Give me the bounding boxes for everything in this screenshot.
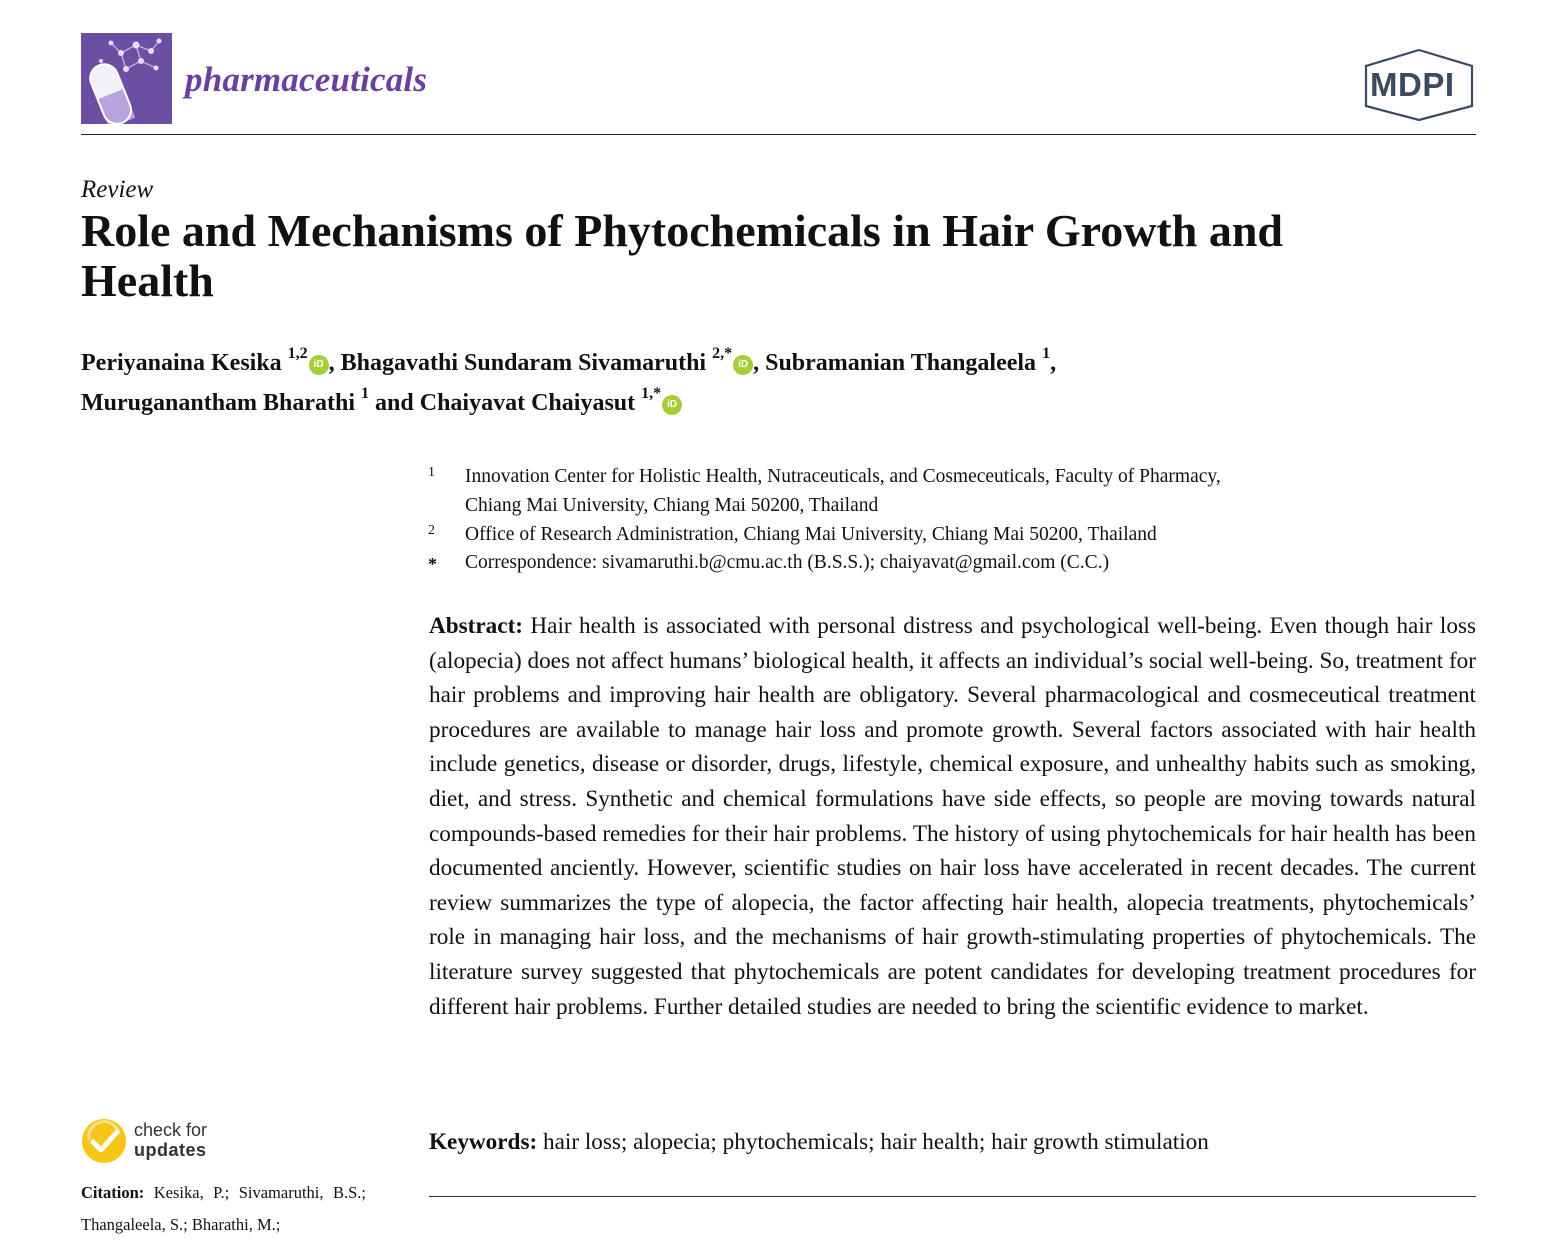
- capsule-molecule-icon: [81, 33, 172, 124]
- publisher-name: MDPI: [1370, 66, 1455, 103]
- author-item: Subramanian Thangaleela $^1$,: [765, 345, 1057, 376]
- keywords-text: hair loss; alopecia; phytochemicals; hair health; hair growth stimulation: [543, 1129, 1209, 1155]
- abstract: [429, 609, 1476, 1024]
- keywords: [429, 1125, 1476, 1159]
- citation-text: Kesika, P.; Sivamaruthi, B.S.; Thangaleela, S.; Bharathi, M.;: [81, 1183, 367, 1234]
- journal-name: pharmaceuticals: [185, 60, 428, 99]
- header-rule: [81, 134, 1476, 135]
- article-title: Role and Mechanisms of Phytochemicals in Hair Growth and Health: [81, 205, 1283, 306]
- citation-label: Citation:: [81, 1183, 145, 1202]
- article-type: Review: [81, 176, 154, 203]
- orcid-icon[interactable]: iD: [309, 355, 329, 375]
- section-rule: [429, 1196, 1476, 1197]
- author-item: Chaiyavat Chaiyasut $^{1,*}$iD: [420, 390, 682, 416]
- author-list: [81, 340, 1281, 420]
- keywords-label: Keywords:: [429, 1129, 538, 1155]
- citation: [81, 1177, 366, 1241]
- orcid-icon[interactable]: iD: [733, 355, 753, 375]
- abstract-label: Abstract:: [429, 613, 524, 639]
- check-for-updates-icon[interactable]: [81, 1118, 127, 1164]
- check-for-updates-link[interactable]: check for updates: [134, 1120, 208, 1160]
- orcid-icon[interactable]: iD: [662, 395, 682, 415]
- journal-logo: [81, 33, 172, 124]
- author-item: Periyanaina Kesika $^{1,2}$iD ,: [81, 345, 341, 376]
- author-item: Muruganantham Bharathi $^1$ and: [81, 385, 420, 416]
- author-item: Bhagavathi Sundaram Sivamaruthi $^{2,*}$iD ,: [340, 345, 766, 376]
- abstract-text: Hair health is associated with personal distress and psychological well-being. Even though hair loss (alopecia) does not affect humans’ biological health, it affects an individual’s social well-being. So, treatment for hair problems and improving hair health are obligatory. Several pharmacological and cosmeceutical treatment procedures are available to manage hair loss and promote growth. Several factors associated with hair health include genetics, disease or disorder, drugs, lifestyle, chemical exposure, and unhealthy habits such as smoking, diet, and stress. Synthetic and chemical formulations have side effects, so people are moving towards natural compounds-based remedies for their hair problems. The history of using phytochemicals for hair health has been documented anciently. However, scientific studies on hair loss have accelerated in recent decades. The current review summarizes the type of alopecia, the factor affecting hair health, alopecia treatments, phytochemicals’ role in managing hair loss, and the mechanisms of hair growth-stimulating properties of phytochemicals. The literature survey suggested that phytochemicals are potent candidates for developing treatment procedures for different hair problems. Further detailed studies are needed to bring the scientific evidence to market.: [429, 613, 1477, 1020]
